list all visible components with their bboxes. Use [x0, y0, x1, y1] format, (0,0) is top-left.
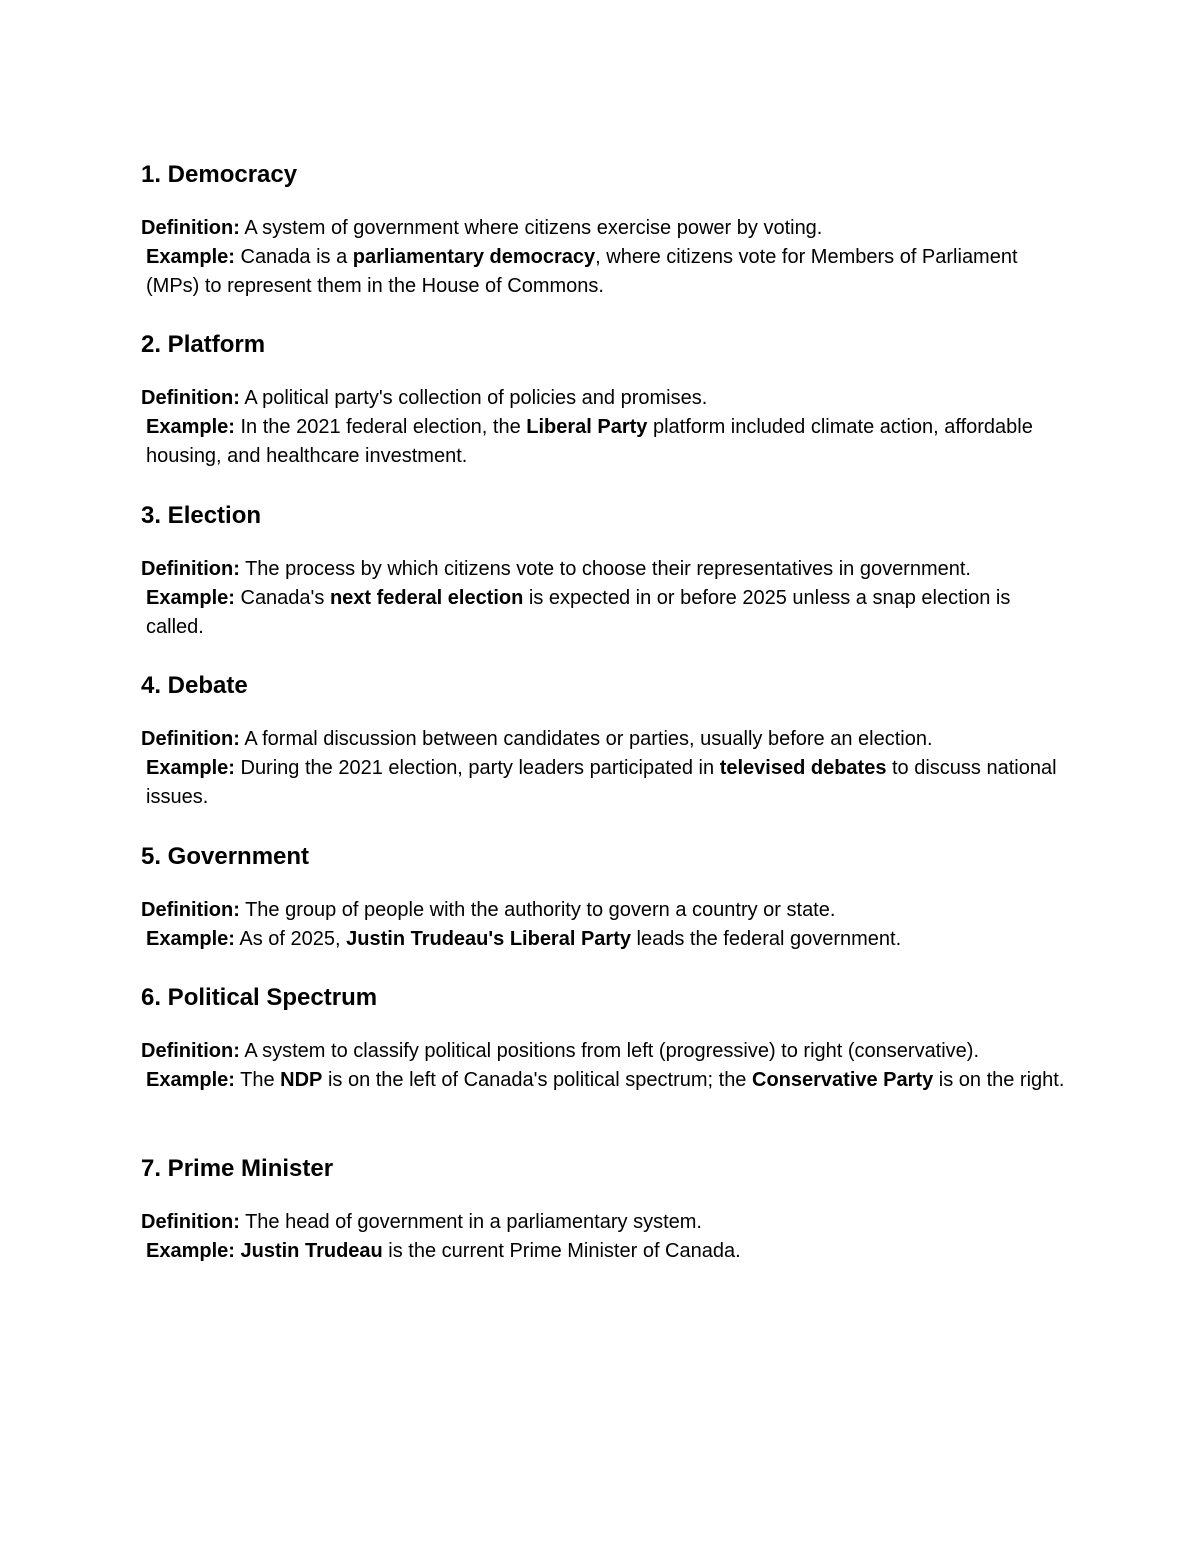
example-line	[141, 584, 1071, 642]
definition-label: Definition:	[141, 899, 240, 921]
definition-text: A formal discussion between candidates or parties, usually before an election.	[239, 728, 933, 750]
term-title: 6. Political Spectrum	[141, 984, 378, 1011]
definition-label: Definition:	[141, 728, 240, 750]
example-highlight: Conservative Party	[752, 1069, 934, 1091]
example-text: During the 2021 election, party leaders participated in	[234, 757, 720, 779]
example-line	[141, 754, 1071, 812]
term-political-spectrum	[141, 983, 1071, 1154]
example-label: Example:	[146, 416, 235, 438]
example-label: Example:	[146, 757, 235, 779]
definition-label: Definition:	[141, 558, 240, 580]
definition-line	[141, 725, 1071, 754]
definition-line	[141, 896, 1071, 925]
example-text: is expected in or before 2025 unless a snap election is called.	[146, 587, 1011, 638]
term-election	[141, 501, 1071, 671]
definition-line	[141, 384, 1071, 413]
example-text: leads the federal government.	[630, 928, 902, 950]
definition-text: The process by which citizens vote to choose their representatives in government.	[239, 558, 971, 580]
definition-line	[141, 555, 1071, 584]
example-highlight: Liberal Party	[526, 416, 648, 438]
term-title: 7. Prime Minister	[141, 1155, 334, 1182]
glossary-body	[141, 160, 1071, 1266]
example-text: platform included climate action, affordable housing, and healthcare investment.	[146, 416, 1033, 467]
example-highlight: next federal election	[329, 587, 524, 609]
term-democracy	[141, 160, 1071, 330]
term-title: 5. Government	[141, 843, 310, 870]
definition-line	[141, 1037, 1071, 1066]
example-highlight: televised debates	[719, 757, 887, 779]
definition-text: The head of government in a parliamentary system.	[239, 1211, 702, 1233]
term-platform	[141, 330, 1071, 501]
term-title: 3. Election	[141, 502, 262, 529]
definition-text: A system of government where citizens exercise power by voting.	[239, 217, 823, 239]
example-text: Canada is a	[234, 246, 353, 268]
example-line	[141, 925, 1071, 954]
example-line	[141, 243, 1071, 301]
example-label: Example:	[146, 587, 235, 609]
example-label: Example:	[146, 1240, 235, 1262]
example-text: The	[234, 1069, 281, 1091]
example-label: Example:	[146, 928, 235, 950]
definition-label: Definition:	[141, 1211, 240, 1233]
example-text: to discuss national issues.	[146, 757, 1057, 808]
example-text: Canada's	[234, 587, 330, 609]
example-highlight: NDP	[280, 1069, 323, 1091]
term-title: 2. Platform	[141, 331, 266, 358]
definition-text: The group of people with the authority to govern a country or state.	[239, 899, 836, 921]
example-text: is the current Prime Minister of Canada.	[382, 1240, 741, 1262]
example-line	[141, 1066, 1071, 1095]
definition-label: Definition:	[141, 217, 240, 239]
example-text: In the 2021 federal election, the	[234, 416, 527, 438]
example-highlight: Justin Trudeau	[240, 1240, 383, 1262]
definition-text: A political party's collection of policies and promises.	[239, 387, 708, 409]
term-title: 4. Debate	[141, 672, 248, 699]
example-label: Example:	[146, 1069, 235, 1091]
example-line	[141, 1237, 1071, 1266]
term-prime-minister	[141, 1154, 1071, 1266]
example-label: Example:	[146, 246, 235, 268]
definition-text: A system to classify political positions from left (progressive) to right (conservative).	[239, 1040, 980, 1062]
example-highlight: parliamentary democracy	[352, 246, 596, 268]
definition-label: Definition:	[141, 387, 240, 409]
example-highlight: Justin Trudeau's Liberal Party	[346, 928, 631, 950]
term-government	[141, 842, 1071, 983]
term-debate	[141, 671, 1071, 842]
definition-label: Definition:	[141, 1040, 240, 1062]
definition-line	[141, 214, 1071, 243]
example-text: is on the left of Canada's political spectrum; the	[322, 1069, 752, 1091]
example-line	[141, 413, 1071, 471]
term-title: 1. Democracy	[141, 161, 298, 188]
example-text: is on the right.	[933, 1069, 1065, 1091]
example-text: As of 2025,	[234, 928, 347, 950]
example-text: , where citizens vote for Members of Parliament (MPs) to represent them in the House of Commons.	[146, 246, 1018, 297]
definition-line	[141, 1208, 1071, 1237]
